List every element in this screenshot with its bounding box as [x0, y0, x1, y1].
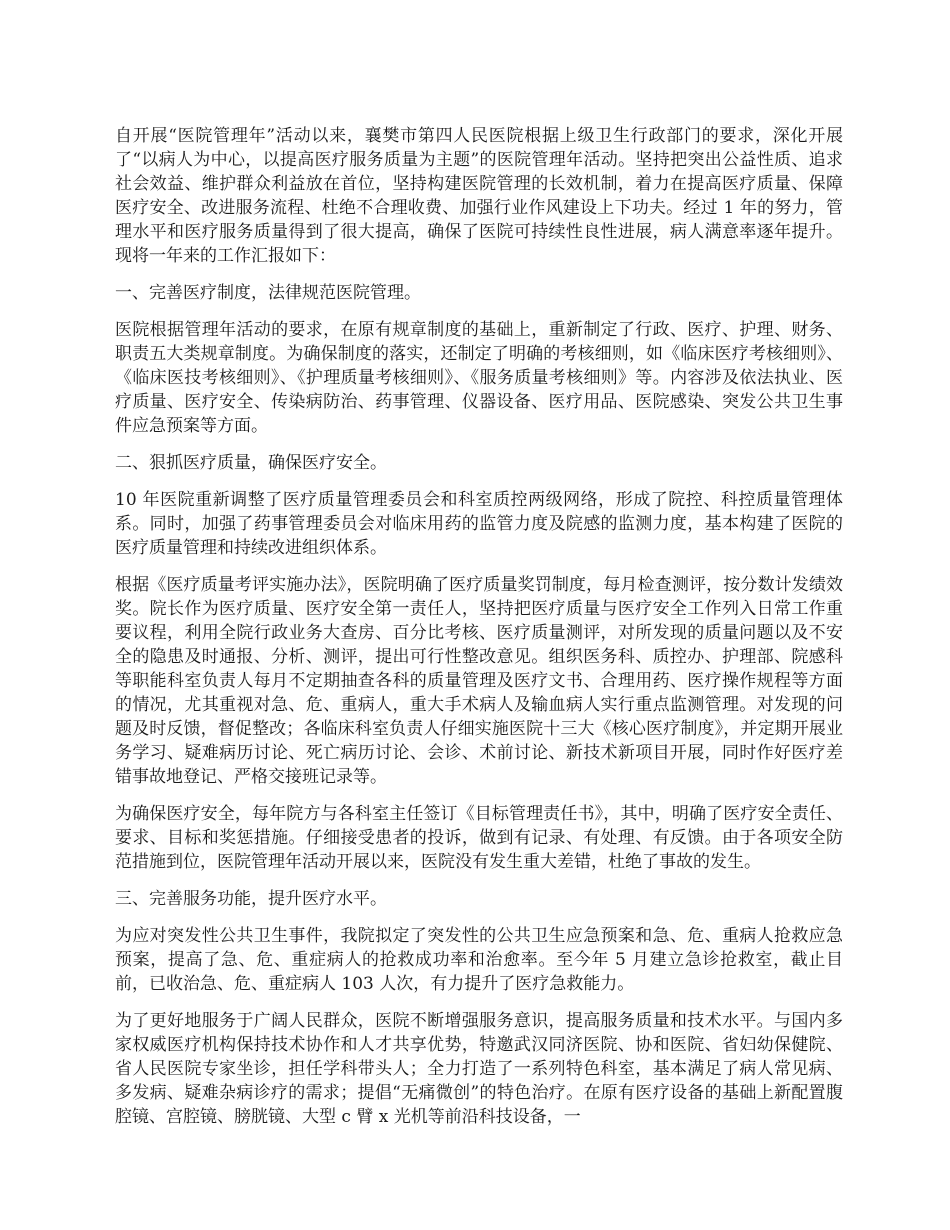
section-heading-2: 二、狠抓医疗质量，确保医疗安全。 [115, 453, 387, 473]
paragraph-service: 为了更好地服务于广阔人民群众，医院不断增强服务意识，提高服务质量和技术水平。与国内多家权威医疗机构保持技术协作和人才共享优势，特邀武汉同济医院、协和医院、省妇幼保健院、省人民医院专家坐诊，担任学科带头人；全力打造了一系列特色科室，基本满足了病人常见病、多发病、疑难杂病诊疗的需求；提倡“无痛微创”的特色治疗。在原有医疗设备的基础上新配置腹腔镜、宫腔镜、膀胱镜、大型 c 臂 x 光机等前沿科技设备，一 [115, 1011, 843, 1127]
section-heading-1: 一、完善医疗制度，法律规范医院管理。 [115, 283, 421, 303]
section-heading-3: 三、完善服务功能，提升医疗水平。 [115, 889, 387, 909]
paragraph-emergency: 为应对突发性公共卫生事件，我院拟定了突发性的公共卫生应急预案和急、危、重病人抢救应急预案，提高了急、危、重症病人的抢救成功率和治愈率。至今年 5 月建立急诊抢救室，截止目前，已收治急、危、重症病人 103 人次，有力提升了医疗急救能力。 [115, 926, 843, 994]
paragraph-regulations: 医院根据管理年活动的要求，在原有规章制度的基础上，重新制定了行政、医疗、护理、财务、职责五大类规章制度。为确保制度的落实，还制定了明确的考核细则，如《临床医疗考核细则》、《临床医技考核细则》、《护理质量考核细则》、《服务质量考核细则》等。内容涉及依法执业、医疗质量、医疗安全、传染病防治、药事管理、仪器设备、医疗用品、医院感染、突发公共卫生事件应急预案等方面。 [115, 320, 843, 436]
document-page [115, 124, 843, 1142]
paragraph-safety: 为确保医疗安全，每年院方与各科室主任签订《目标管理责任书》，其中，明确了医疗安全责任、要求、目标和奖惩措施。仔细接受患者的投诉，做到有记录、有处理、有反馈。由于各项安全防范措施到位，医院管理年活动开展以来，医院没有发生重大差错，杜绝了事故的发生。 [115, 804, 843, 872]
paragraph-intro: 自开展“医院管理年”活动以来，襄樊市第四人民医院根据上级卫生行政部门的要求，深化开展了“以病人为中心，以提高医疗服务质量为主题”的医院管理年活动。坚持把突出公益性质、追求社会效益、维护群众利益放在首位，坚持构建医院管理的长效机制，着力在提高医疗质量、保障医疗安全、改进服务流程、杜绝不合理收费、加强行业作风建设上下功夫。经过 1 年的努力，管理水平和医疗服务质量得到了很大提高，确保了医院可持续性良性进展，病人满意率逐年提升。现将一年来的工作汇报如下： [115, 126, 843, 266]
paragraph-quality-network: 10 年医院重新调整了医疗质量管理委员会和科室质控两级网络，形成了院控、科控质量管理体系。同时，加强了药事管理委员会对临床用药的监管力度及院感的监测力度，基本构建了医院的医疗质量管理和持续改进组织体系。 [115, 490, 843, 558]
paragraph-quality-evaluation: 根据《医疗质量考评实施办法》，医院明确了医疗质量奖罚制度，每月检查测评，按分数计发绩效奖。院长作为医疗质量、医疗安全第一责任人，坚持把医疗质量与医疗安全工作列入日常工作重要议程，利用全院行政业务大查房、百分比考核、医疗质量测评，对所发现的质量问题以及不安全的隐患及时通报、分析、测评，提出可行性整改意见。组织医务科、质控办、护理部、院感科等职能科室负责人每月不定期抽查各科的质量管理及医疗文书、合理用药、医疗操作规程等方面的情况，尤其重视对急、危、重病人，重大手术病人及输血病人实行重点监测管理。对发现的问题及时反馈，督促整改；各临床科室负责人仔细实施医院十三大《核心医疗制度》，并定期开展业务学习、疑难病历讨论、死亡病历讨论、会诊、术前讨论、新技术新项目开展，同时作好医疗差错事故地登记、严格交接班记录等。 [115, 575, 843, 787]
